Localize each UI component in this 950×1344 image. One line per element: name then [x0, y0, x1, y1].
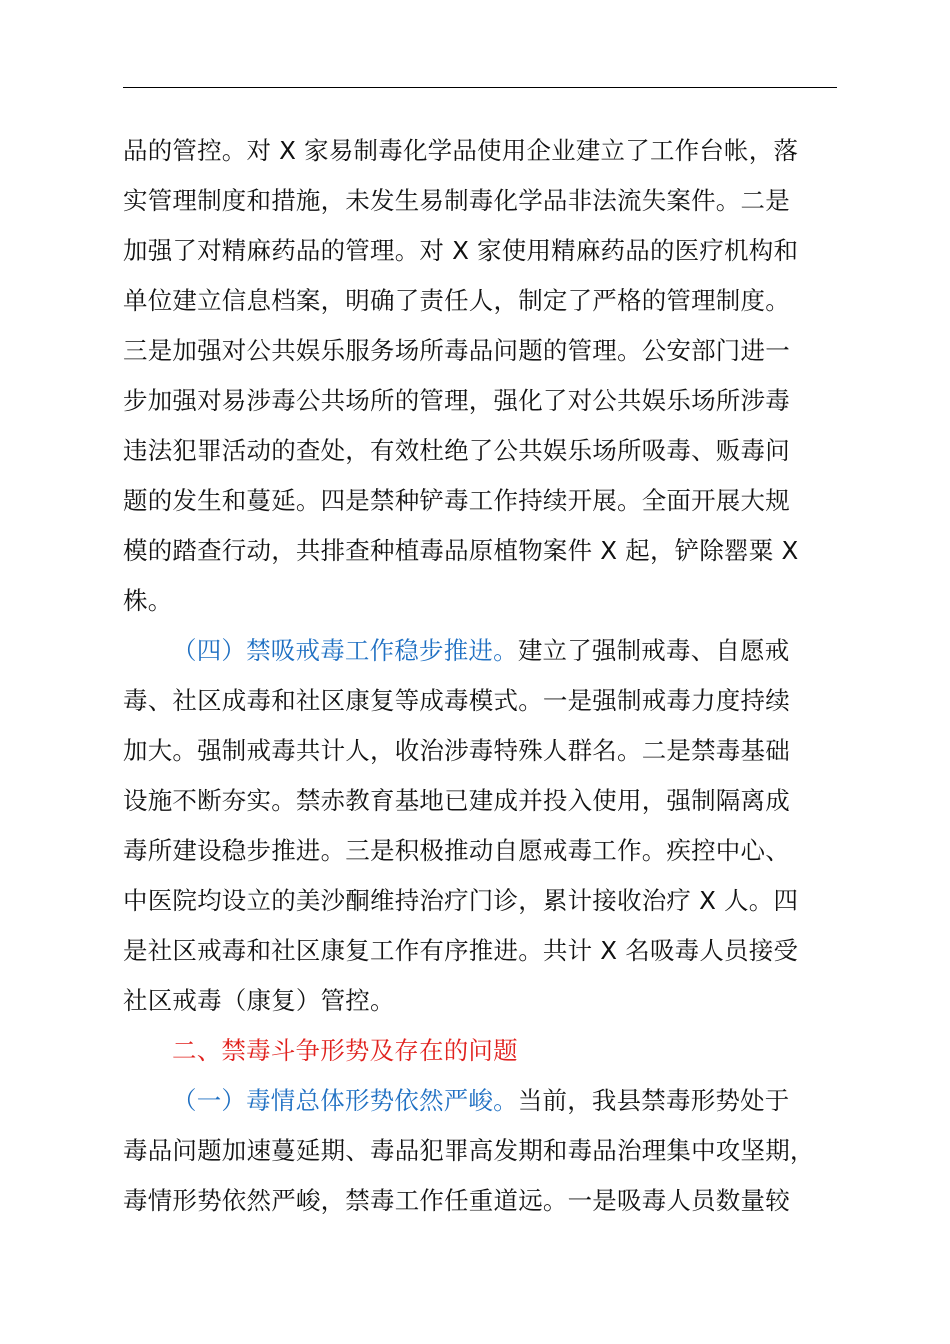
- section-2-1-first-line-text: 当前，我县禁毒形势处于: [517, 1086, 790, 1115]
- paragraph-line: 单位建立信息档案，明确了责任人，制定了严格的管理制度。: [123, 286, 790, 315]
- paragraph-line: 题的发生和蔓延。四是禁种铲毒工作持续开展。全面开展大规: [123, 486, 790, 515]
- document-body: [123, 126, 837, 1226]
- paragraph-line: 加大。强制戒毒共计人，收治涉毒特殊人群名。二是禁毒基础: [123, 736, 790, 765]
- section-4-heading: （四）禁吸戒毒工作稳步推进。: [172, 636, 518, 665]
- paragraph-line: 毒、社区成毒和社区康复等成毒模式。一是强制戒毒力度持续: [123, 686, 790, 715]
- paragraph-line: 实管理制度和措施，未发生易制毒化学品非法流失案件。二是: [123, 186, 790, 215]
- paragraph-line: 违法犯罪活动的查处，有效杜绝了公共娱乐场所吸毒、贩毒问: [123, 436, 790, 465]
- paragraph-line: 品的管控。对 X 家易制毒化学品使用企业建立了工作台帐，落: [123, 136, 799, 165]
- section-two-heading: 二、禁毒斗争形势及存在的问题: [172, 1036, 518, 1065]
- section-4-first-line: [123, 626, 837, 676]
- header-rule: [123, 87, 837, 88]
- paragraph-line: 毒所建设稳步推进。三是积极推动自愿戒毒工作。疾控中心、: [123, 836, 790, 865]
- paragraph-line: 模的踏查行动，共排查种植毒品原植物案件 X 起，铲除罂粟 X: [123, 536, 799, 565]
- paragraph-line: 中医院均设立的美沙酮维持治疗门诊，累计接收治疗 X 人。四: [123, 886, 799, 915]
- section-2-1-first-line: [123, 1076, 837, 1126]
- paragraph-line: 加强了对精麻药品的管理。对 X 家使用精麻药品的医疗机构和: [123, 236, 799, 265]
- paragraph-line: 毒品问题加速蔓延期、毒品犯罪高发期和毒品治理集中攻坚期，: [123, 1136, 815, 1165]
- paragraph-line: 设施不断夯实。禁赤教育基地已建成并投入使用，强制隔离成: [123, 786, 790, 815]
- section-2-1-heading: （一）毒情总体形势依然严峻。: [172, 1086, 518, 1115]
- paragraph-line: 社区戒毒（康复）管控。: [123, 986, 395, 1015]
- paragraph-line: 步加强对易涉毒公共场所的管理，强化了对公共娱乐场所涉毒: [123, 386, 790, 415]
- paragraph-line: 三是加强对公共娱乐服务场所毒品问题的管理。公安部门进一: [123, 336, 790, 365]
- paragraph-line: 毒情形势依然严峻，禁毒工作任重道远。一是吸毒人员数量较: [123, 1186, 790, 1215]
- section-4-first-line-text: 建立了强制戒毒、自愿戒: [517, 636, 790, 665]
- paragraph-line: 是社区戒毒和社区康复工作有序推进。共计 X 名吸毒人员接受: [123, 936, 799, 965]
- paragraph-line: 株。: [123, 586, 173, 615]
